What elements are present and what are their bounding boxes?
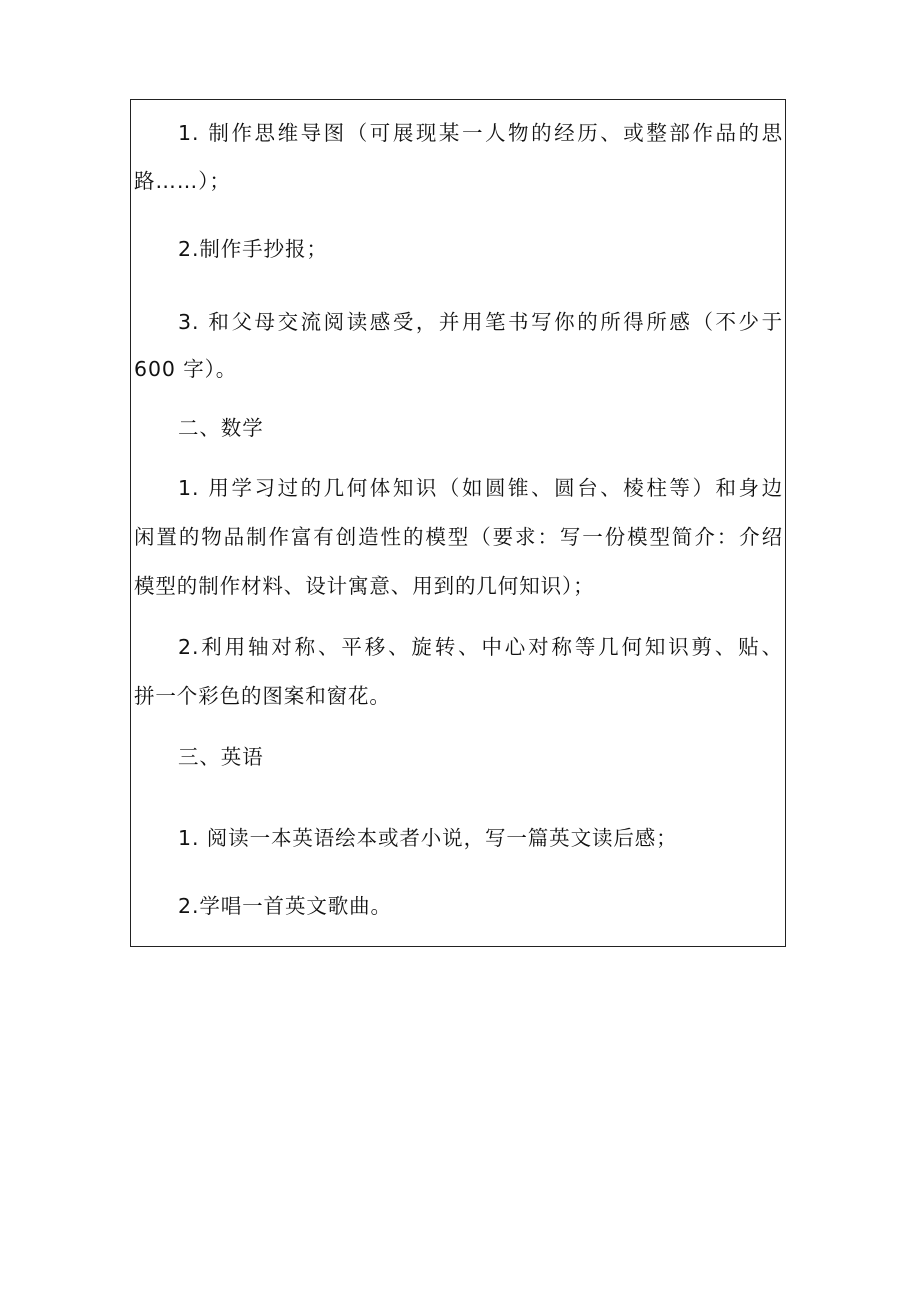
chinese-task-3-line-2: 600 字）。 [134, 357, 238, 381]
chinese-task-2: 2.制作手抄报； [178, 237, 328, 261]
chinese-task-3-line-1: 3. 和父母交流阅读感受，并用笔书写你的所得所感（不少于 [178, 310, 783, 334]
english-task-1: 1. 阅读一本英语绘本或者小说，写一篇英文读后感； [178, 826, 678, 850]
math-task-1-line-2: 闲置的物品制作富有创造性的模型（要求：写一份模型简介：介绍 [134, 525, 783, 549]
math-heading: 二、数学 [178, 416, 264, 440]
math-task-1-line-3: 模型的制作材料、设计寓意、用到的几何知识）； [134, 574, 595, 598]
math-task-2-line-2: 拼一个彩色的图案和窗花。 [134, 684, 391, 708]
chinese-task-1-line-2: 路……）； [134, 169, 231, 193]
chinese-task-1-line-1: 1. 制作思维导图（可展现某一人物的经历、或整部作品的思 [178, 121, 783, 145]
math-task-2-line-1: 2.利用轴对称、平移、旋转、中心对称等几何知识剪、贴、 [178, 635, 783, 659]
english-task-2: 2.学唱一首英文歌曲。 [178, 894, 392, 918]
math-task-1-line-1: 1. 用学习过的几何体知识（如圆锥、圆台、棱柱等）和身边 [178, 476, 783, 500]
assignment-box [130, 99, 786, 947]
english-heading: 三、英语 [178, 745, 264, 769]
